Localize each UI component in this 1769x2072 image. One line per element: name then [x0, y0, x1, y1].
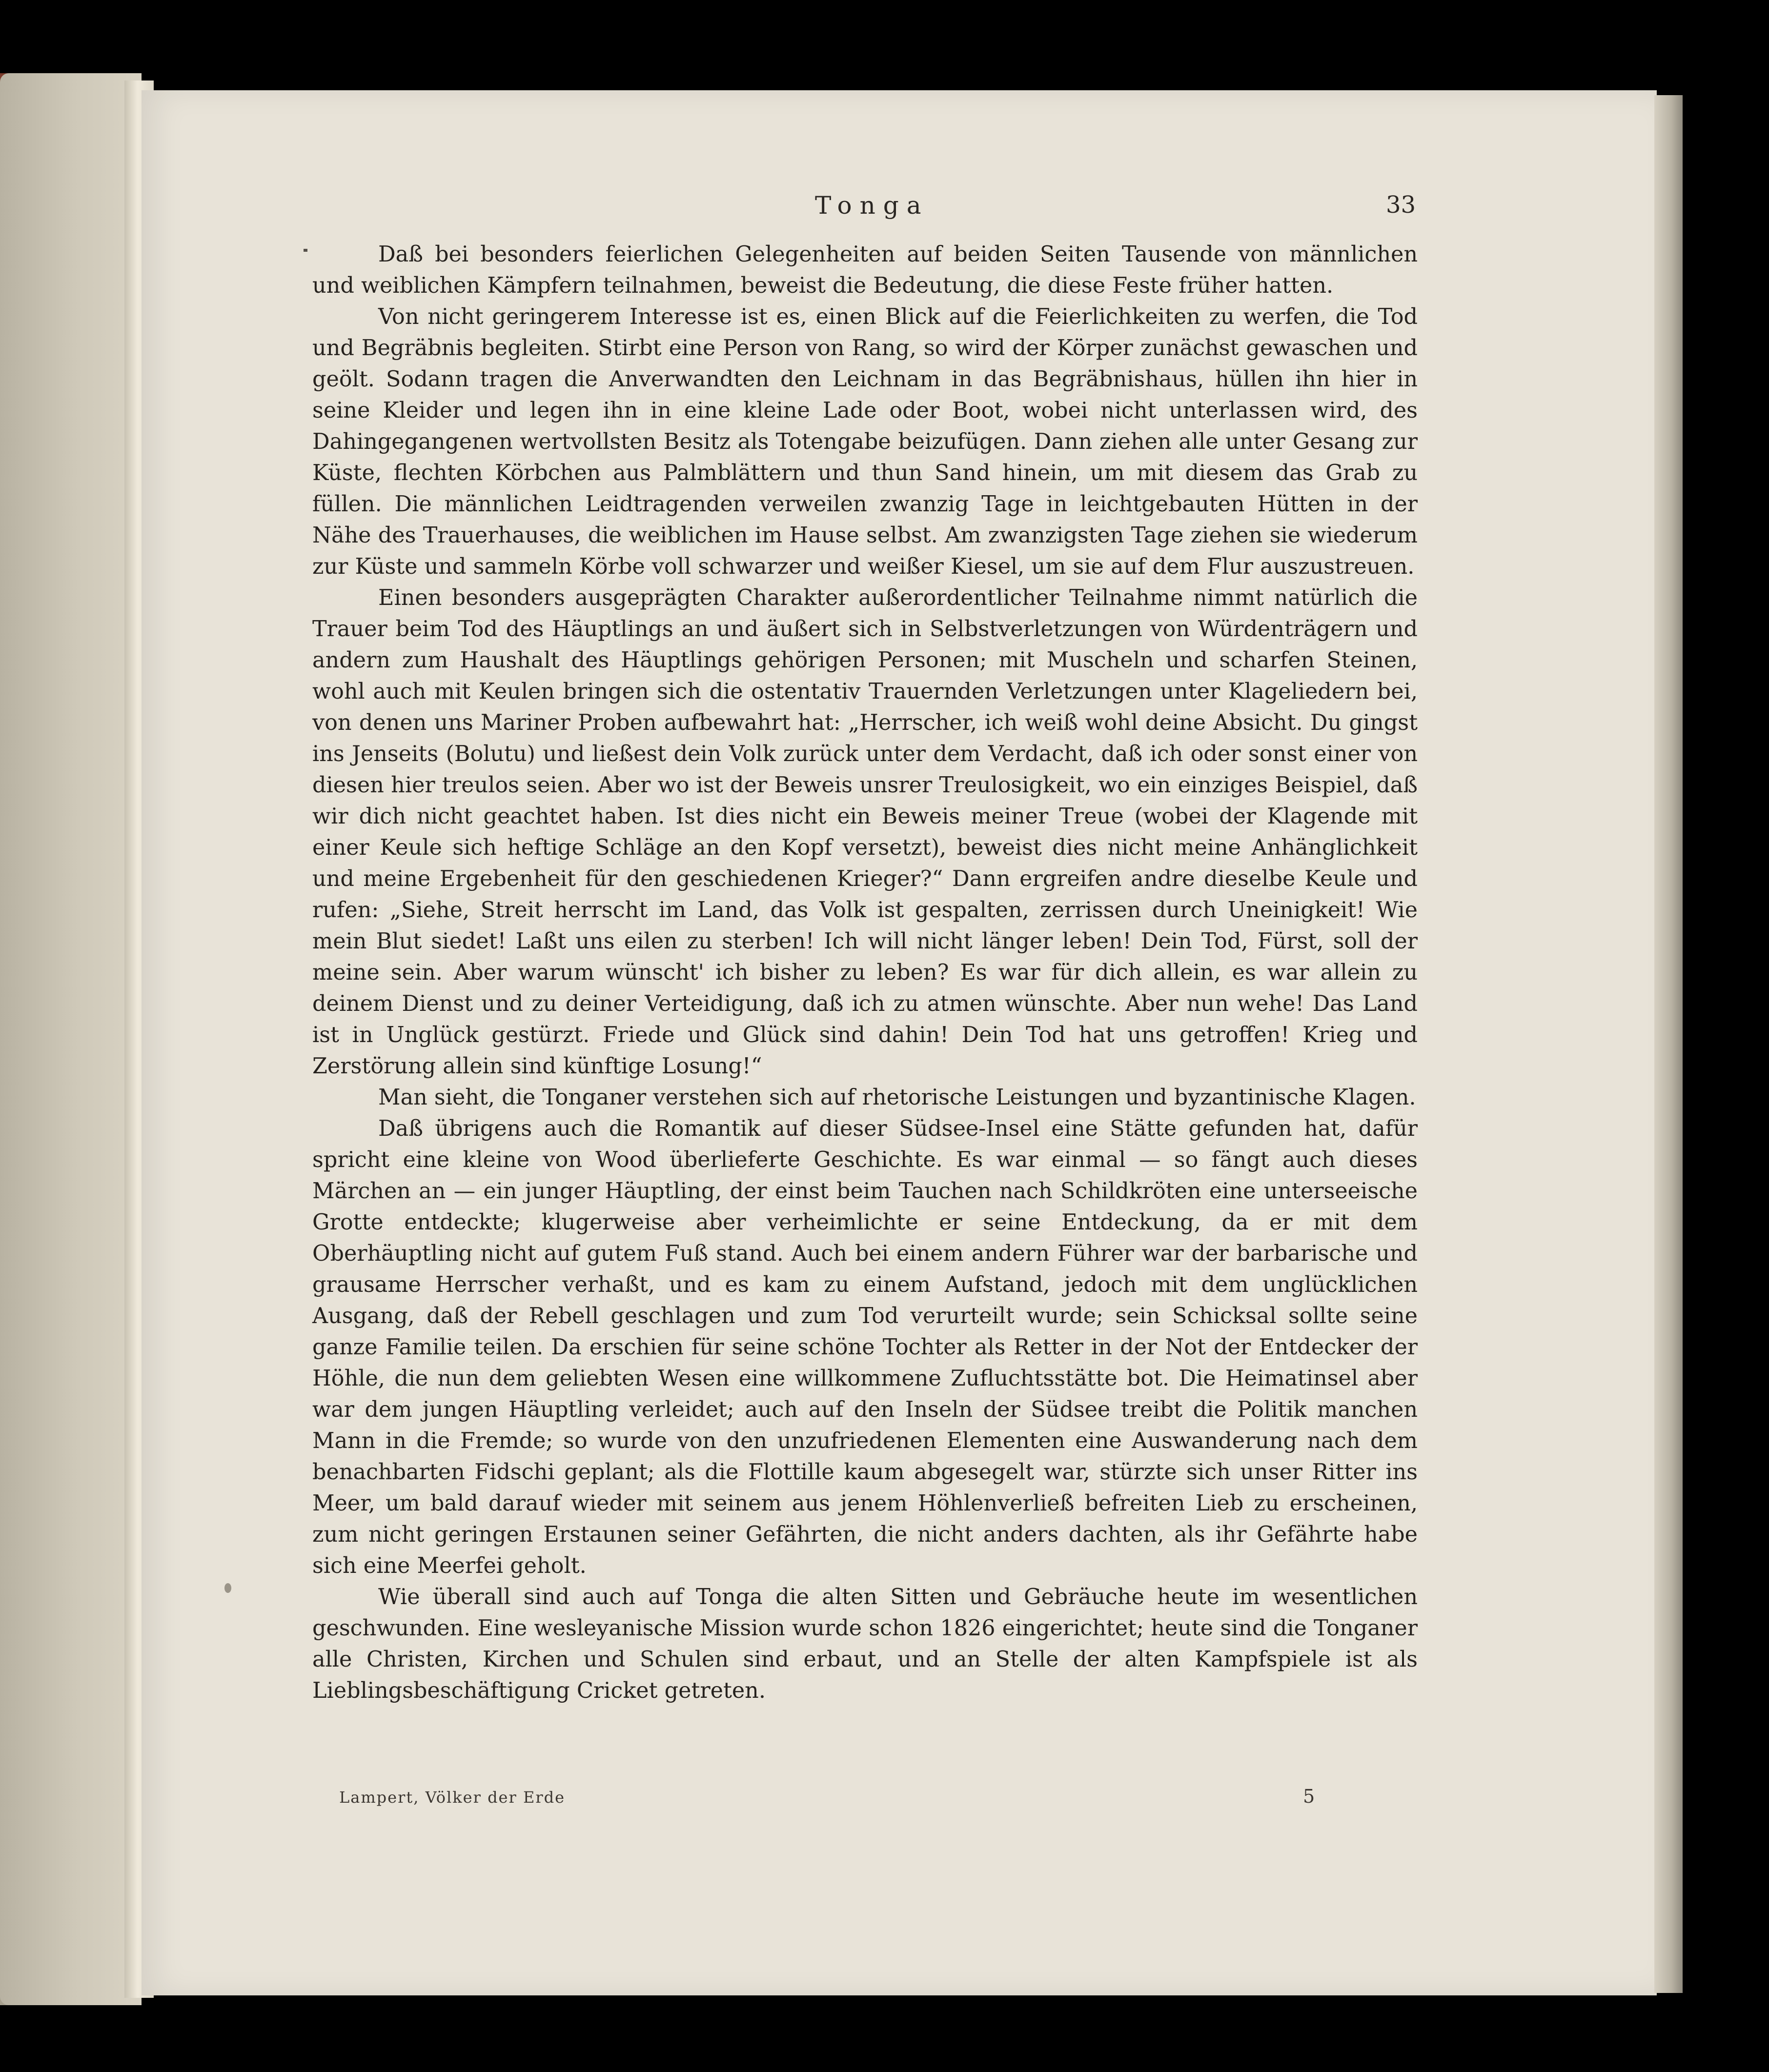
printer-mark	[304, 249, 307, 252]
paragraph: Daß übrigens auch die Romantik auf dieser Südsee-Insel eine Stätte gefunden hat, dafür spricht eine kleine von Wood überlieferte Geschichte. Es war einmal — so fängt auch dieses Märchen an — ein junger Häuptling, der einst beim Tauchen nach Schildkröten eine unterseeische Grotte entdeckte; klugerweise aber verheimlichte er seine Entdeckung, da er mit dem Oberhäuptling nicht auf gutem Fuß stand. Auch bei einem andern Führer war der barbarische und grausame Herrscher verhaßt, und es kam zu einem Aufstand, jedoch mit dem unglücklichen Ausgang, daß der Rebell geschlagen und zum Tod verurteilt wurde; sein Schicksal sollte seine ganze Familie teilen. Da erschien für seine schöne Tochter als Retter in der Not der Entdecker der Höhle, die nun dem geliebten Wesen eine willkommene Zufluchtsstätte bot. Die Heimatinsel aber war dem jungen Häuptling verleidet; auch auf den Inseln der Südsee treibt die Politik manchen Mann in die Fremde; so wurde von den unzufriedenen Elementen eine Auswanderung nach dem benachbarten Fidschi geplant; als die Flottille kaum abgesegelt war, stürzte sich unser Ritter ins Meer, um bald darauf wieder mit seinem aus jenem Höhlenverließ befreiten Lieb zu erscheinen, zum nicht geringen Erstaunen seiner Gefährten, die nicht anders dachten, als ihr Gefährte habe sich eine Meerfei geholt.	[312, 1116, 1418, 1578]
page-fore-edge	[1654, 95, 1683, 1993]
sheet-number: 5	[1303, 1786, 1315, 1807]
paragraph: Von nicht geringerem Interesse ist es, einen Blick auf die Feierlichkeiten zu werfen, die Tod und Begräbnis begleiten. Stirbt eine Person von Rang, so wird der Körper zunächst gewaschen und geölt. Sodann tragen die Anverwandten den Leichnam in das Begräbnishaus, hüllen ihn hier in seine Kleider und legen ihn in eine kleine Lade oder Boot, wobei nicht unterlassen wird, des Dahingegangenen wertvollsten Besitz als Totengabe beizufügen. Dann ziehen alle unter Gesang zur Küste, flechten Körbchen aus Palmblättern und thun Sand hinein, um mit diesem das Grab zu füllen. Die männlichen Leidtragenden verweilen zwanzig Tage in leichtgebauten Hütten in der Nähe des Trauerhauses, die weiblichen im Hause selbst. Am zwanzigsten Tage ziehen sie wiederum zur Küste und sammeln Körbe voll schwarzer und weißer Kiesel, um sie auf dem Flur auszustreuen.	[312, 304, 1418, 579]
signature-line: Lampert, Völker der Erde	[339, 1788, 566, 1807]
running-title: Tonga	[815, 191, 929, 220]
paragraph: Einen besonders ausgeprägten Charakter außerordentlicher Teilnahme nimmt natürlich die Trauer beim Tod des Häuptlings an und äußert sich in Selbstverletzungen von Würdenträgern und andern zum Haushalt des Häuptlings gehörigen Personen; mit Muscheln und scharfen Steinen, wohl auch mit Keulen bringen sich die ostentativ Trauernden Verletzungen unter Klageliedern bei, von denen uns Mariner Proben aufbewahrt hat: „Herrscher, ich weiß wohl deine Absicht. Du gingst ins Jenseits (Bolutu) und ließest dein Volk zurück unter dem Verdacht, daß ich oder sonst einer von diesen hier treulos seien. Aber wo ist der Beweis unsrer Treulosigkeit, wo ein einziges Beispiel, daß wir dich nicht geachtet haben. Ist dies nicht ein Beweis meiner Treue (wobei der Klagende mit einer Keule sich heftige Schläge an den Kopf versetzt), beweist dies nicht meine Anhänglichkeit und meine Ergebenheit für den geschiedenen Krieger?“ Dann ergreifen andre dieselbe Keule und rufen: „Siehe, Streit herrscht im Land, das Volk ist gespalten, zerrissen durch Uneinigkeit! Wie mein Blut siedet! Laßt uns eilen zu sterben! Ich will nicht länger leben! Dein Tod, Fürst, soll der meine sein. Aber warum wünscht' ich bisher zu leben? Es war für dich allein, es war allein zu deinem Dienst und zu deiner Verteidigung, daß ich zu atmen wünschte. Aber nun wehe! Das Land ist in Unglück gestürzt. Friede und Glück sind dahin! Dein Tod hat uns getroffen! Krieg und Zerstörung allein sind künftige Losung!“	[312, 585, 1418, 1079]
page-number: 33	[1386, 191, 1416, 219]
left-page-fragment	[0, 73, 142, 2005]
paragraph: Daß bei besonders feierlichen Gelegenheiten auf beiden Seiten Tausende von männlichen und weiblichen Kämpfern teilnahmen, beweist die Bedeutung, die diese Feste früher hatten.	[312, 242, 1418, 298]
paragraph: Wie überall sind auch auf Tonga die alten Sitten und Gebräuche heute im wesentlichen geschwunden. Eine wesleyanische Mission wurde schon 1826 eingerichtet; heute sind die Tonganer alle Christen, Kirchen und Schulen sind erbaut, und an Stelle der alten Kampfspiele ist als Lieblingsbeschäftigung Cricket getreten.	[312, 1585, 1418, 1703]
paper-blemish	[224, 1583, 231, 1593]
body-text	[312, 239, 1418, 1707]
paragraph: Man sieht, die Tonganer verstehen sich auf rhetorische Leistungen und byzantinische Klagen.	[378, 1085, 1416, 1110]
